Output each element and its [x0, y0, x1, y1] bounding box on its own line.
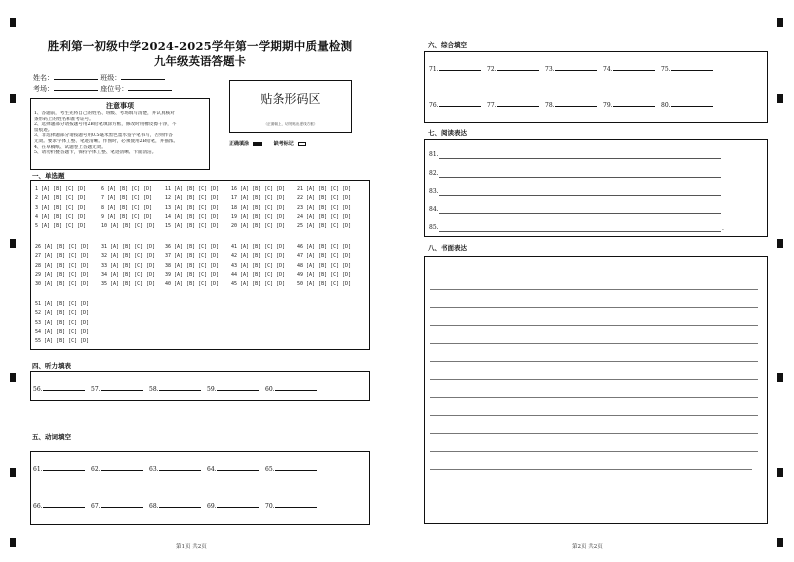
writing-line[interactable] — [430, 469, 752, 470]
fill-legend — [229, 140, 357, 147]
answer-blank[interactable]: 76. — [429, 99, 481, 109]
mc-question-20[interactable]: 20 [A] [B] [C] [D] — [231, 223, 286, 230]
question-number: 83. — [429, 188, 439, 195]
mc-question-23[interactable]: 23 [A] [B] [C] [D] — [297, 204, 352, 211]
notice-title: 注意事项 — [106, 101, 134, 110]
mc-question-24[interactable]: 24 [A] [B] [C] [D] — [297, 213, 352, 220]
class-field[interactable] — [121, 72, 165, 80]
notice-line: 3、非选择题部分请按题号用0.5毫米黑色墨水签字笔书写，否则作答 — [34, 133, 173, 139]
mc-question-27[interactable]: 27 [A] [B] [C] [D] — [35, 253, 90, 260]
mc-question-15[interactable]: 15 [A] [B] [C] [D] — [165, 223, 220, 230]
answer-blank[interactable]: 58. — [149, 383, 201, 393]
mc-question-2[interactable]: 2 [A] [B] [C] [D] — [35, 195, 87, 202]
answer-blank[interactable]: 70. — [265, 500, 317, 510]
mc-question-34[interactable]: 34 [A] [B] [C] [D] — [101, 271, 156, 278]
alignment-marker — [10, 373, 16, 382]
section-6-box — [424, 51, 768, 123]
answer-line[interactable] — [439, 213, 721, 214]
answer-blank[interactable]: 79. — [603, 99, 655, 109]
mc-question-43[interactable]: 43 [A] [B] [C] [D] — [231, 262, 286, 269]
mc-question-37[interactable]: 37 [A] [B] [C] [D] — [165, 253, 220, 260]
answer-blank[interactable]: 61. — [33, 463, 85, 473]
mc-question-54[interactable]: 54 [A] [B] [C] [D] — [35, 328, 90, 335]
mc-question-44[interactable]: 44 [A] [B] [C] [D] — [231, 271, 286, 278]
answer-blank[interactable]: 78. — [545, 99, 597, 109]
answer-line[interactable] — [439, 231, 721, 232]
mc-question-7[interactable]: 7 [A] [B] [C] [D] — [101, 195, 153, 202]
alignment-marker — [777, 239, 783, 248]
mc-question-3[interactable]: 3 [A] [B] [C] [D] — [35, 204, 87, 211]
mc-question-48[interactable]: 48 [A] [B] [C] [D] — [297, 262, 352, 269]
answer-blank[interactable]: 77. — [487, 99, 539, 109]
writing-line[interactable] — [430, 343, 758, 344]
mc-question-9[interactable]: 9 [A] [B] [C] [D] — [101, 213, 153, 220]
question-number: 84. — [429, 206, 439, 213]
notice-box — [30, 98, 210, 170]
answer-line[interactable] — [439, 177, 721, 178]
mc-question-52[interactable]: 52 [A] [B] [C] [D] — [35, 310, 90, 317]
answer-blank[interactable]: 67. — [91, 500, 143, 510]
answer-blank[interactable]: 68. — [149, 500, 201, 510]
writing-line[interactable] — [430, 415, 758, 416]
mc-question-29[interactable]: 29 [A] [B] [C] [D] — [35, 271, 90, 278]
answer-blank[interactable]: 71. — [429, 63, 481, 73]
mc-question-26[interactable]: 26 [A] [B] [C] [D] — [35, 244, 90, 250]
mc-question-46[interactable]: 46 [A] [B] [C] [D] — [297, 244, 352, 250]
answer-blank[interactable]: 69. — [207, 500, 259, 510]
mc-question-42[interactable]: 42 [A] [B] [C] [D] — [231, 253, 286, 260]
section-4-box — [30, 371, 370, 401]
mc-question-55[interactable]: 55 [A] [B] [C] [D] — [35, 338, 90, 345]
answer-blank[interactable]: 74. — [603, 63, 655, 73]
notice-line: 2、选择题部分请按题号用2B铅笔填涂方框，修改时用橡皮擦干净，不 — [34, 122, 177, 128]
mc-question-6[interactable]: 6 [A] [B] [C] [D] — [101, 186, 153, 192]
mc-question-31[interactable]: 31 [A] [B] [C] [D] — [101, 244, 156, 250]
question-number: 81. — [429, 151, 439, 158]
section-5-box — [30, 451, 370, 525]
alignment-marker — [10, 239, 16, 248]
answer-blank[interactable]: 62. — [91, 463, 143, 473]
notice-line: 无效。要求字体工整、笔迹清晰。作图时，必须使用2B铅笔，并描浓。 — [34, 138, 179, 144]
mc-question-51[interactable]: 51 [A] [B] [C] [D] — [35, 301, 90, 307]
mc-question-25[interactable]: 25 [A] [B] [C] [D] — [297, 223, 352, 230]
mc-question-35[interactable]: 35 [A] [B] [C] [D] — [101, 281, 156, 288]
alignment-marker — [777, 94, 783, 103]
alignment-marker — [10, 468, 16, 477]
alignment-marker — [777, 373, 783, 382]
mc-question-21[interactable]: 21 [A] [B] [C] [D] — [297, 186, 352, 192]
barcode-title: 贴条形码区 — [260, 92, 321, 106]
mc-question-40[interactable]: 40 [A] [B] [C] [D] — [165, 281, 220, 288]
mc-question-38[interactable]: 38 [A] [B] [C] [D] — [165, 262, 220, 269]
section-1-title: 一、单选题 — [32, 172, 65, 180]
alignment-marker — [10, 94, 16, 103]
line-end-mark: . — [722, 225, 724, 232]
alignment-marker — [10, 18, 16, 27]
section-7-title: 七、阅读表达 — [428, 129, 467, 137]
answer-blank[interactable]: 75. — [661, 63, 713, 73]
notice-line: 条形码上的姓名和准考证号。 — [34, 116, 94, 122]
writing-line[interactable] — [430, 289, 758, 290]
name-field[interactable] — [54, 72, 98, 80]
mc-question-45[interactable]: 45 [A] [B] [C] [D] — [231, 281, 286, 288]
name-class-row — [33, 72, 165, 83]
mc-question-8[interactable]: 8 [A] [B] [C] [D] — [101, 204, 153, 211]
filled-box-icon — [253, 142, 262, 146]
correct-fill-label: 正确填涂 — [229, 141, 250, 147]
section-4-title: 四、听力填表 — [32, 362, 71, 370]
page-1-footer: 第1页 共2页 — [176, 544, 207, 550]
writing-line[interactable] — [430, 451, 758, 452]
mc-question-4[interactable]: 4 [A] [B] [C] [D] — [35, 213, 87, 220]
mc-question-28[interactable]: 28 [A] [B] [C] [D] — [35, 262, 90, 269]
seat-label: 座位号： — [100, 85, 129, 93]
mc-question-11[interactable]: 11 [A] [B] [C] [D] — [165, 186, 220, 192]
answer-blank[interactable]: 64. — [207, 463, 259, 473]
alignment-marker — [777, 468, 783, 477]
barcode-area — [229, 80, 352, 133]
missing-label: 缺考标记 — [273, 141, 294, 147]
answer-line[interactable] — [439, 158, 721, 159]
writing-line[interactable] — [430, 307, 758, 308]
mc-question-16[interactable]: 16 [A] [B] [C] [D] — [231, 186, 286, 192]
writing-line[interactable] — [430, 379, 758, 380]
answer-blank[interactable]: 72. — [487, 63, 539, 73]
alignment-marker — [777, 538, 783, 547]
exam-title: 胜利第一初级中学2024-2025学年第一学期期中质量检测 — [47, 39, 353, 53]
answer-blank[interactable]: 56. — [33, 383, 85, 393]
exam-subtitle: 九年级英语答题卡 — [154, 54, 246, 68]
mc-question-33[interactable]: 33 [A] [B] [C] [D] — [101, 262, 156, 269]
mc-question-5[interactable]: 5 [A] [B] [C] [D] — [35, 223, 87, 230]
mc-question-14[interactable]: 14 [A] [B] [C] [D] — [165, 213, 220, 220]
mc-question-47[interactable]: 47 [A] [B] [C] [D] — [297, 253, 352, 260]
answer-blank[interactable]: 73. — [545, 63, 597, 73]
question-number: 85. — [429, 224, 439, 231]
mc-question-22[interactable]: 22 [A] [B] [C] [D] — [297, 195, 352, 202]
alignment-marker — [10, 538, 16, 547]
name-label: 姓名： — [33, 74, 54, 82]
section-8-title: 八、书面表达 — [428, 244, 467, 252]
mc-question-18[interactable]: 18 [A] [B] [C] [D] — [231, 204, 286, 211]
mc-question-12[interactable]: 12 [A] [B] [C] [D] — [165, 195, 220, 202]
mc-question-10[interactable]: 10 [A] [B] [C] [D] — [101, 223, 156, 230]
mc-question-53[interactable]: 53 [A] [B] [C] [D] — [35, 319, 90, 326]
mc-question-36[interactable]: 36 [A] [B] [C] [D] — [165, 244, 220, 250]
writing-box — [424, 256, 768, 524]
answer-blank[interactable]: 80. — [661, 99, 713, 109]
answer-blank[interactable]: 60. — [265, 383, 317, 393]
seat-field[interactable] — [128, 83, 172, 91]
answer-blank[interactable]: 57. — [91, 383, 143, 393]
mc-question-50[interactable]: 50 [A] [B] [C] [D] — [297, 281, 352, 288]
mc-question-13[interactable]: 13 [A] [B] [C] [D] — [165, 204, 220, 211]
writing-line[interactable] — [430, 397, 758, 398]
answer-blank[interactable]: 63. — [149, 463, 201, 473]
mc-question-41[interactable]: 41 [A] [B] [C] [D] — [231, 244, 286, 250]
section-6-title: 六、综合填空 — [428, 41, 467, 49]
missing-checkbox[interactable] — [298, 142, 306, 146]
barcode-note: （正面朝上，切勿贴出虚线方框） — [263, 122, 318, 126]
question-number: 82. — [429, 170, 439, 177]
writing-line[interactable] — [430, 433, 758, 434]
mc-question-17[interactable]: 17 [A] [B] [C] [D] — [231, 195, 286, 202]
mc-question-39[interactable]: 39 [A] [B] [C] [D] — [165, 271, 220, 278]
notice-line: 留痕迹。 — [34, 127, 53, 133]
alignment-marker — [777, 18, 783, 27]
answer-blank[interactable]: 65. — [265, 463, 317, 473]
mc-question-32[interactable]: 32 [A] [B] [C] [D] — [101, 253, 156, 260]
mc-question-19[interactable]: 19 [A] [B] [C] [D] — [231, 213, 286, 220]
class-label: 班级： — [100, 74, 122, 82]
notice-line: 4、在草稿纸、试题卷上答题无效。 — [34, 144, 106, 150]
section-7-box — [424, 139, 768, 237]
writing-line[interactable] — [430, 325, 758, 326]
notice-line: 5、请勿折叠答题卡，保持字体工整、笔迹清晰、卡面清洁。 — [34, 150, 157, 156]
answer-blank[interactable]: 59. — [207, 383, 259, 393]
page-2-footer: 第2页 共2页 — [572, 544, 603, 550]
notice-line: 1、答题前，考生先将自己的姓名、班级、考场填写清楚，并认真核对 — [34, 111, 175, 116]
section-5-title: 五、动词填空 — [32, 433, 71, 441]
writing-line[interactable] — [430, 361, 758, 362]
mc-question-49[interactable]: 49 [A] [B] [C] [D] — [297, 271, 352, 278]
answer-blank[interactable]: 66. — [33, 500, 85, 510]
answer-line[interactable] — [439, 195, 721, 196]
exam-room-field[interactable] — [54, 83, 98, 91]
exam-room-label: 考场： — [33, 85, 54, 93]
multiple-choice-box — [30, 180, 370, 350]
mc-question-30[interactable]: 30 [A] [B] [C] [D] — [35, 281, 90, 288]
room-seat-row — [33, 83, 172, 94]
mc-question-1[interactable]: 1 [A] [B] [C] [D] — [35, 186, 87, 192]
